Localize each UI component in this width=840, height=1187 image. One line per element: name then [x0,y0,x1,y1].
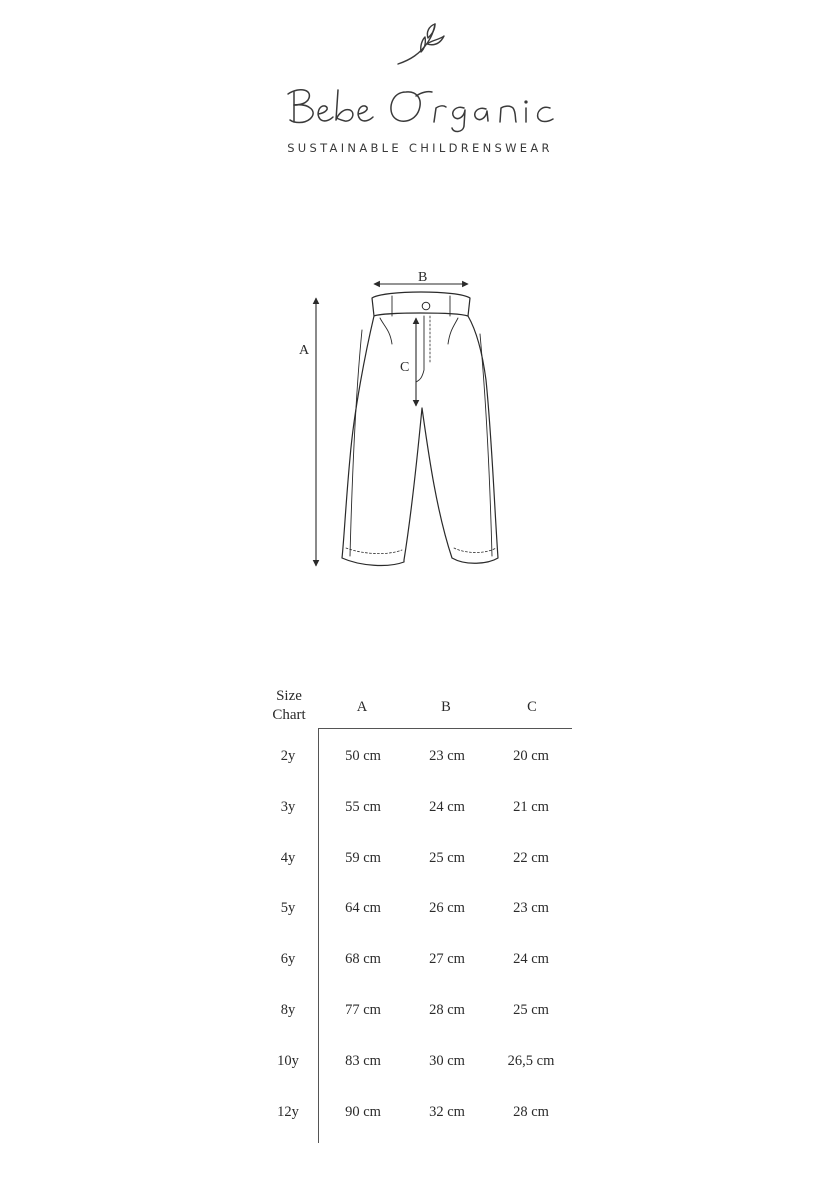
b-cell: 25 cm [429,849,465,866]
c-cell: 26,5 cm [507,1052,555,1069]
size-cell: 2y [280,748,296,764]
table-row [262,848,574,899]
c-cell: 28 cm [513,1103,549,1120]
size-chart-corner-label [262,687,316,725]
c-cell: 25 cm [513,1001,549,1018]
corner-line-2: Chart [272,707,306,723]
size-rows [262,746,574,1152]
c-cell: 21 cm [513,798,549,815]
corner-line-1: Size [276,688,302,704]
table-row [262,898,574,949]
table-row [262,746,574,797]
size-chart-table [262,686,574,1146]
a-cell: 59 cm [345,849,381,866]
header-divider [318,728,572,729]
b-cell: 24 cm [429,798,465,815]
a-cell: 90 cm [345,1103,381,1120]
size-cell: 4y [280,849,296,866]
size-cell: 12y [277,1103,299,1120]
c-cell: 22 cm [513,849,549,866]
b-cell: 26 cm [429,900,465,917]
table-row [262,1102,574,1153]
c-cell: 24 cm [513,951,549,968]
leaf-sprig-icon [394,16,450,72]
button-icon [422,302,430,310]
table-row [262,949,574,1000]
table-row [262,797,574,848]
column-header-b: B [441,699,451,715]
dimension-a-label: A [299,343,310,358]
brand-tagline: SUSTAINABLE CHILDRENSWEAR [287,141,553,155]
pants-icon [280,260,520,590]
size-cell: 6y [280,951,296,968]
column-header-a: A [356,699,368,715]
column-header-c: C [527,699,537,715]
b-cell: 30 cm [429,1052,465,1069]
b-cell: 28 cm [429,1001,465,1018]
a-cell: 68 cm [345,951,381,968]
dimension-b-label: B [418,270,428,285]
a-cell: 64 cm [345,900,381,917]
dimension-c-label: C [400,360,410,375]
a-cell: 83 cm [345,1052,381,1069]
size-cell: 10y [277,1052,299,1069]
c-cell: 20 cm [513,748,549,764]
b-cell: 23 cm [429,748,465,764]
size-cell: 8y [280,1001,296,1018]
size-cell: 5y [280,900,296,917]
c-cell: 23 cm [513,900,549,917]
a-cell: 77 cm [345,1001,381,1018]
table-row [262,1000,574,1051]
size-cell: 3y [280,798,296,815]
brand-logo [220,78,620,136]
table-row [262,1051,574,1102]
b-cell: 27 cm [429,951,465,968]
a-cell: 55 cm [345,798,381,815]
a-cell: 50 cm [345,748,381,764]
b-cell: 32 cm [429,1103,465,1120]
